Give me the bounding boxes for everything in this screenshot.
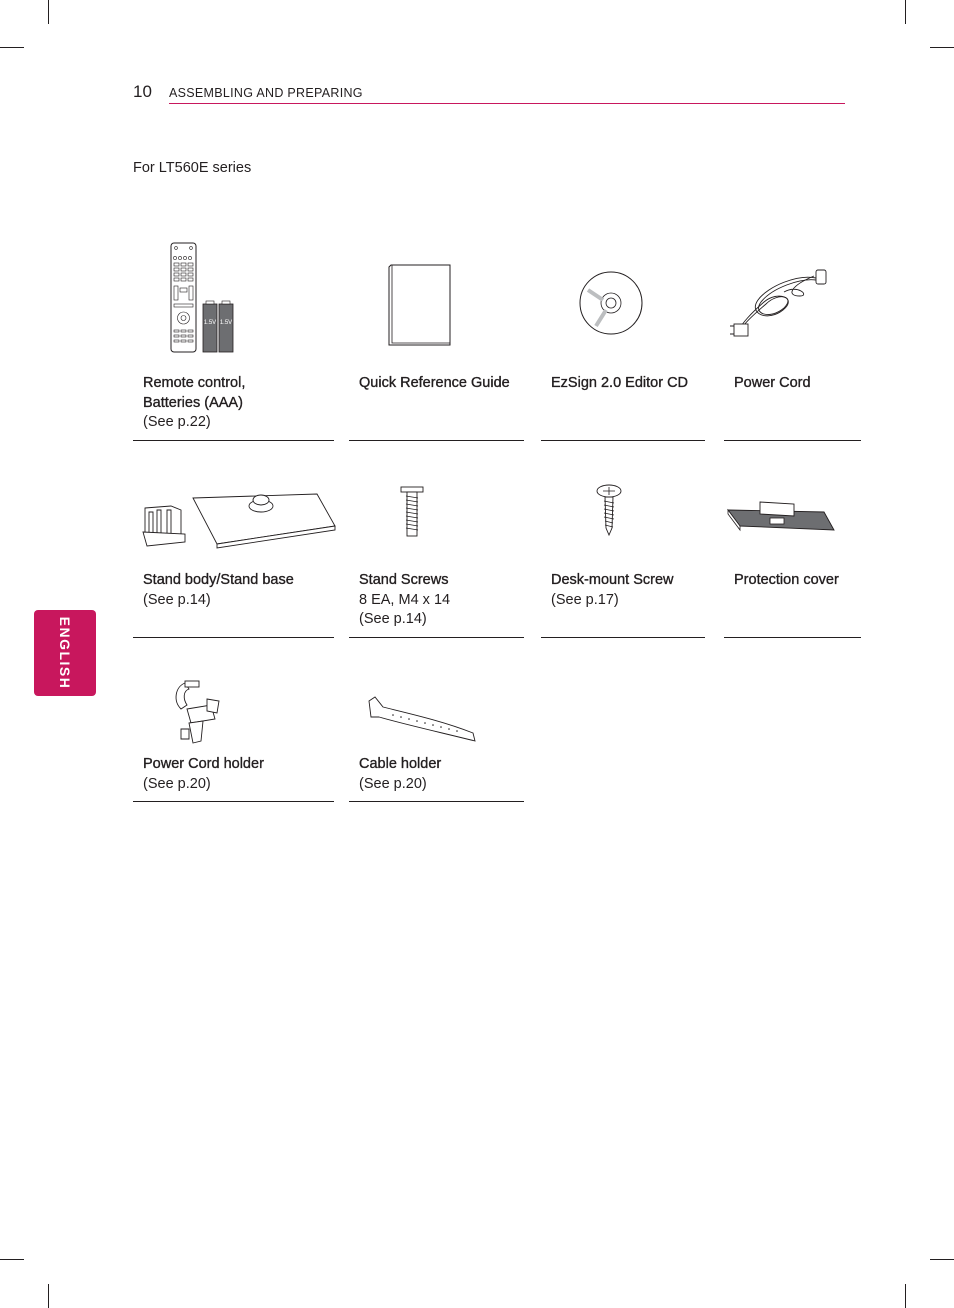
battery-label: 1.5V bbox=[203, 320, 217, 326]
crop-mark bbox=[0, 47, 24, 48]
crop-mark bbox=[48, 0, 49, 24]
item-note: (See p.20) bbox=[359, 775, 427, 792]
item-ezsign-cd bbox=[541, 236, 705, 441]
screw-icon bbox=[400, 486, 424, 538]
item-note: (See p.14) bbox=[143, 591, 211, 608]
item-name: Desk-mount Screw bbox=[551, 572, 674, 588]
remote-control-icon bbox=[169, 242, 239, 354]
section-title: ASSEMBLING AND PREPARING bbox=[169, 86, 363, 100]
item-power-cord-holder bbox=[133, 637, 334, 802]
crop-mark bbox=[930, 47, 954, 48]
stand-icon bbox=[141, 488, 337, 552]
header-rule bbox=[169, 103, 845, 104]
item-name: Remote control, bbox=[143, 375, 246, 391]
crop-mark bbox=[905, 0, 906, 24]
item-name: Stand Screws bbox=[359, 572, 449, 588]
series-label: For LT560E series bbox=[133, 160, 252, 176]
item-name: Power Cord bbox=[734, 375, 811, 391]
power-cord-icon bbox=[728, 266, 828, 342]
item-power-cord bbox=[724, 236, 861, 441]
crop-mark bbox=[0, 1259, 24, 1260]
cord-holder-icon bbox=[171, 679, 223, 749]
battery-label: 1.5V bbox=[219, 320, 233, 326]
item-remote-control bbox=[133, 236, 334, 441]
language-tab-label: ENGLISH bbox=[57, 616, 73, 690]
item-name: Power Cord holder bbox=[143, 756, 264, 772]
item-name: Protection cover bbox=[734, 572, 839, 588]
item-cable-holder bbox=[349, 637, 524, 802]
language-tab[interactable] bbox=[34, 610, 96, 696]
protection-cover-icon bbox=[726, 496, 836, 536]
item-stand-screws bbox=[349, 440, 524, 638]
item-note: (See p.20) bbox=[143, 775, 211, 792]
item-name: Stand body/Stand base bbox=[143, 572, 294, 588]
item-stand-body-base bbox=[133, 440, 334, 638]
item-note: (See p.14) bbox=[359, 611, 427, 627]
cable-tie-icon bbox=[363, 693, 479, 745]
item-name: Cable holder bbox=[359, 756, 442, 772]
item-desk-mount-screw bbox=[541, 440, 705, 638]
page-number: 10 bbox=[133, 82, 152, 101]
item-name: EzSign 2.0 Editor CD bbox=[551, 375, 689, 391]
item-note: (See p.17) bbox=[551, 591, 619, 608]
screw-icon bbox=[595, 484, 623, 536]
crop-mark bbox=[48, 1284, 49, 1308]
item-name: Batteries (AAA) bbox=[143, 394, 243, 411]
booklet-icon bbox=[387, 264, 453, 348]
item-protection-cover bbox=[724, 440, 861, 638]
item-name: Quick Reference Guide bbox=[359, 375, 510, 391]
crop-mark bbox=[905, 1284, 906, 1308]
item-note: 8 EA, M4 x 14 bbox=[359, 591, 451, 608]
crop-mark bbox=[930, 1259, 954, 1260]
cd-icon bbox=[578, 270, 644, 336]
item-quick-reference-guide bbox=[349, 236, 524, 441]
item-note: (See p.22) bbox=[143, 414, 211, 430]
